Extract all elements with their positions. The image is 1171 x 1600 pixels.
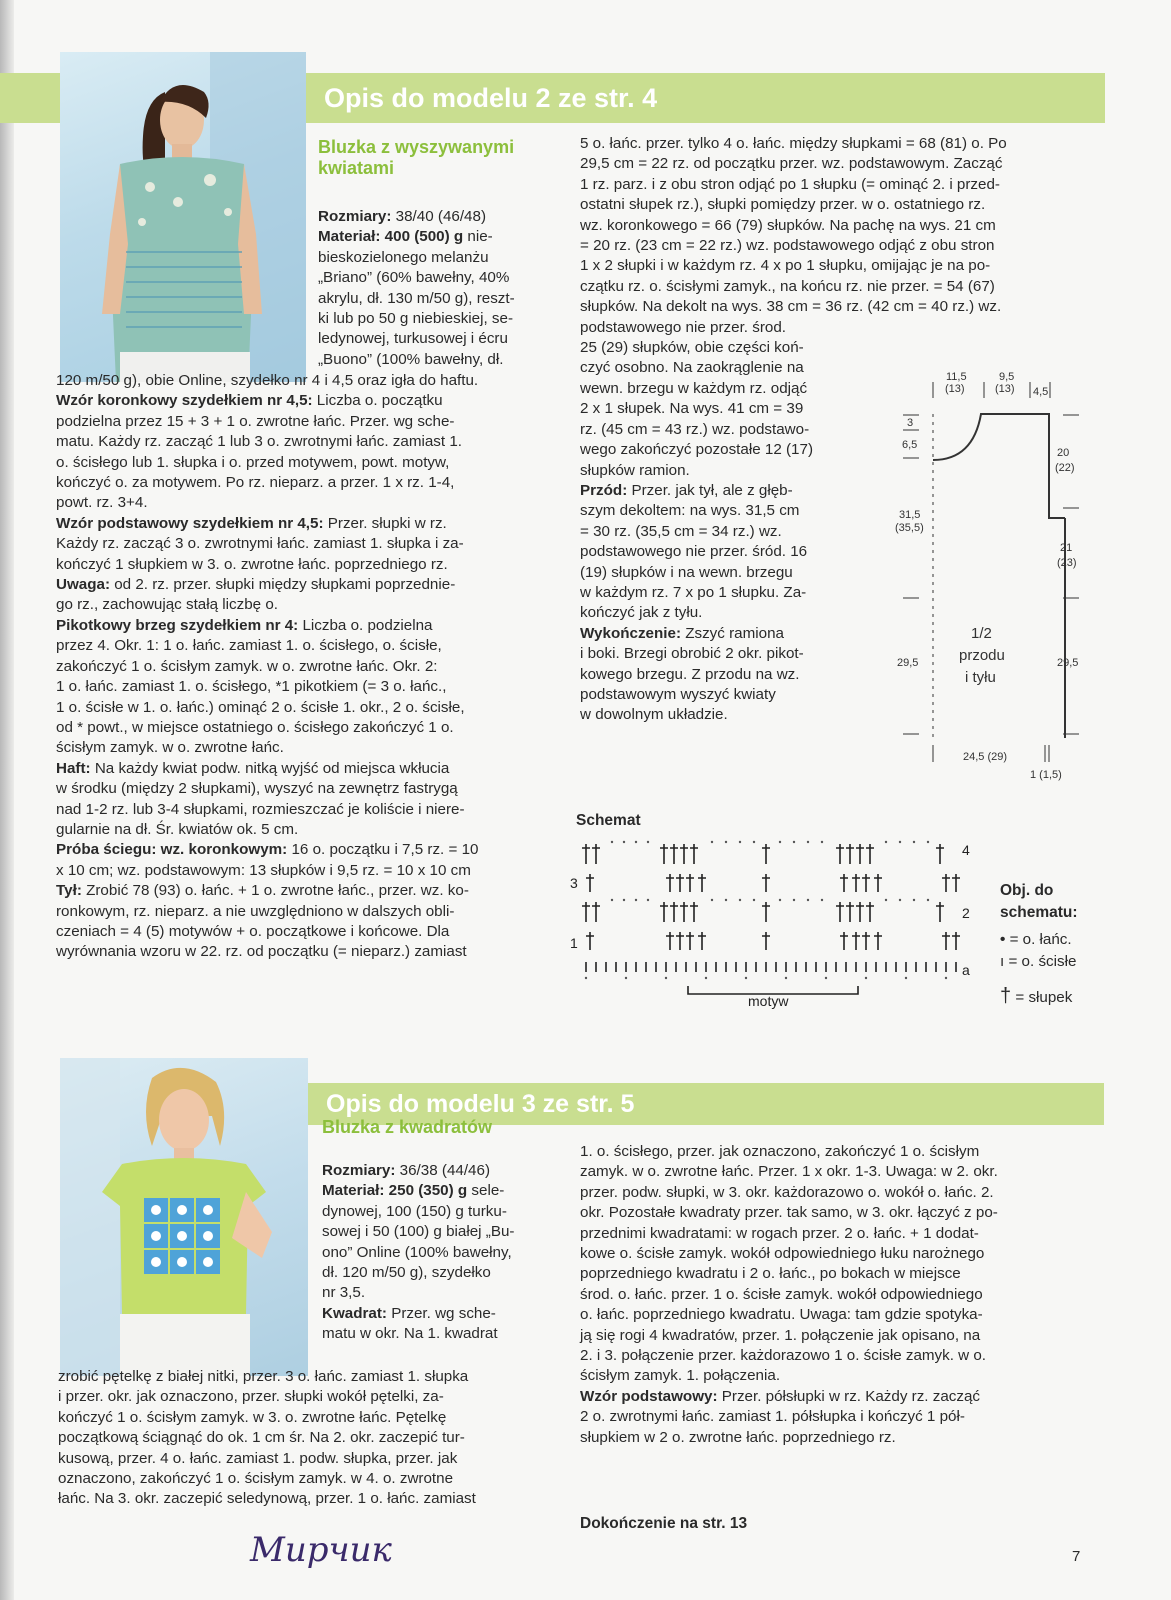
text-run: szym dekoltem: na wys. 31,5 cm: [580, 502, 800, 520]
text-run: ścisłym zamyk. w o. zwrotne łańc.: [56, 739, 284, 757]
pattern-schematic: [885, 360, 1085, 790]
text-line: [56, 473, 556, 493]
text-line: [580, 1142, 1080, 1162]
text-line: [58, 1408, 558, 1428]
text-run: = 20 rz. (23 cm = 22 rz.) wz. podstawowego odjąć z obu stron: [580, 237, 995, 255]
text-run: Zrobić 78 (93) o. łańc. + 1 o. zwrotne łańc., przer. wz. ko-: [81, 882, 469, 900]
text-run: matu. Każdy rz. zacząć 1 lub 3 o. zwrotnymi łańc. zamiast 1.: [56, 433, 462, 451]
legend-item-double-crochet: [1000, 986, 1072, 1008]
text-line: [580, 1326, 1080, 1346]
text-run: i przer. okr. jak oznaczono, przer. słupki wokół pętelki, za-: [58, 1388, 444, 1406]
text-line: [322, 1304, 558, 1324]
text-line: [58, 1489, 558, 1509]
text-line: [580, 1346, 1080, 1366]
bold-run: Przód:: [580, 481, 628, 499]
text-line: [56, 677, 556, 697]
text-run: kończyć 1 słupkiem w 3. o. zwrotne łańc. poprzedniego rz.: [56, 555, 448, 573]
dim-label: (13): [945, 383, 965, 395]
chart-row-label: 1: [570, 935, 578, 951]
bold-run: Tył:: [56, 882, 82, 900]
text-run: „Buono” (100% bawełny, dł.: [318, 350, 504, 368]
text-line: [318, 289, 556, 309]
text-run: podzielna przez 15 + 3 + 1 o. zwrotne łańc. Przer. wg sche-: [56, 412, 455, 430]
text-run: ronkowym, rz. nieparz. a nie uwzględniono w dalszych obli-: [56, 902, 455, 920]
text-line: [56, 881, 556, 901]
text-line: [580, 195, 1080, 215]
dim-label: (23): [1057, 557, 1077, 569]
dim-label: 4,5: [1033, 386, 1049, 398]
text-run: podstawowego nie przer. środ.: [580, 318, 786, 336]
text-run: od * powt., w miejsce ostatniego o. ścisłego zakończyć 1 o.: [56, 718, 454, 736]
schematic-center-label: i tyłu: [965, 669, 996, 686]
text-line: [318, 227, 556, 247]
schemat-title: Schemat: [576, 812, 641, 829]
subtitle-line: kwiatami: [318, 158, 395, 178]
text-line: [580, 1264, 1080, 1284]
text-line: [580, 1162, 1080, 1182]
text-run: przednimi kwadratami: w rogach przer. 2 o. łańc. + 1 dodat-: [580, 1224, 979, 1242]
text-line: [56, 942, 556, 962]
text-run: czyć osobno. Na zaokrąglenie na: [580, 359, 804, 377]
text-line: [580, 1244, 1080, 1264]
text-line: [580, 1387, 1080, 1407]
dim-label: 11,5: [946, 371, 967, 383]
model-2-photo: [60, 52, 306, 382]
page-number: 7: [1072, 1548, 1081, 1565]
text-line: [580, 297, 1080, 317]
text-line: [322, 1283, 558, 1303]
text-run: Przer. słupki w rz.: [323, 514, 447, 532]
text-line: [58, 1387, 558, 1407]
text-run: kusową, przer. 4 o. łańc. zamiast 1. podw. słupka, przer. jak: [58, 1449, 458, 1467]
legend-text: = słupek: [1015, 989, 1073, 1006]
double-crochet-icon: †: [1000, 985, 1012, 1007]
bold-run: Wykończenie:: [580, 624, 681, 642]
text-run: ono” Online (100% bawełny,: [322, 1243, 512, 1261]
section-2-subtitle: Bluzka z kwadratów: [322, 1117, 493, 1137]
text-run: oznaczono, zakończyć 1 o. ścisłym zamyk. w 4. o. zwrotne: [58, 1470, 454, 1488]
text-line: [580, 338, 1080, 358]
text-line: [318, 207, 556, 227]
text-run: 16 o. początku i 7,5 rz. = 10: [287, 841, 479, 859]
text-line: [580, 1366, 1080, 1386]
bold-run: Materiał: 400 (500) g: [318, 228, 464, 246]
text-run: rz. (45 cm = 43 rz.) wz. podstawo-: [580, 420, 810, 438]
section-1-left-column: [56, 371, 556, 963]
motif-label: motyw: [748, 993, 789, 1009]
text-run: kończyć o. za motywem. Po rz. nieparz. a przer. 1 x rz. 1-4,: [56, 474, 455, 492]
text-line: [56, 902, 556, 922]
text-line: [56, 861, 556, 881]
text-line: [56, 698, 556, 718]
text-run: zakończyć 1 o. ścisłym zamyk. w o. zwrotne łańc. Okr. 2:: [56, 657, 438, 675]
text-run: Na każdy kwiat podw. nitką wyjść od miejsca wkłucia: [90, 759, 450, 777]
text-line: [322, 1324, 558, 1344]
dim-label: (22): [1055, 462, 1075, 474]
text-line: [56, 657, 556, 677]
bold-run: Wzór koronkowy szydełkiem nr 4,5:: [56, 392, 313, 410]
text-run: łańc. Na 3. okr. zaczepić seledynową, przer. 1 o. łańc. zamiast: [58, 1490, 476, 1508]
text-line: [580, 1285, 1080, 1305]
text-line: [318, 309, 556, 329]
text-line: [58, 1428, 558, 1448]
text-run: 38/40 (46/48): [391, 208, 487, 225]
text-run: 1. o. ścisłego, przer. jak oznaczono, zakończyć 1 o. ścisłym: [580, 1143, 980, 1160]
text-run: zamyk. w o. zwrotne łańc. Przer. 1 x okr. 1-3. Uwaga: w 2. okr.: [580, 1163, 998, 1181]
text-run: (19) słupków i na wewn. brzegu: [580, 563, 793, 581]
text-run: o. ścisłego lub 1. słupka i o. przed motywem, powt. motyw,: [56, 453, 450, 471]
text-line: [322, 1181, 558, 1201]
text-run: słupków ramion.: [580, 461, 690, 479]
text-line: [322, 1202, 558, 1222]
text-line: [56, 636, 556, 656]
legend-item-chain: [1000, 930, 1072, 950]
text-line: [580, 236, 1080, 256]
dim-label: 29,5: [897, 657, 919, 669]
text-run: 5 o. łańc. przer. tylko 4 o. łańc. między słupkami = 68 (81) o. Po: [580, 135, 1007, 152]
bold-run: Rozmiary:: [322, 1162, 396, 1179]
text-run: 1 o. ścisłe w 1. o. łańc.) ominąć 2 o. ścisłe 1. okr., 2 o. ścisłe,: [56, 698, 465, 716]
chart-row-label: 3: [570, 875, 578, 891]
bold-run: Haft:: [56, 759, 91, 777]
section-1-subtitle: [318, 137, 514, 179]
text-line: [56, 493, 556, 513]
text-line: [580, 1428, 1080, 1448]
text-run: kończyć jak z tyłu.: [580, 604, 703, 622]
text-line: [580, 1183, 1080, 1203]
bold-run: Wzór podstawowy szydełkiem nr 4,5:: [56, 514, 324, 532]
text-line: [580, 1203, 1080, 1223]
text-line: [580, 277, 1080, 297]
dim-label: 20: [1057, 447, 1070, 459]
text-run: 120 m/50 g), obie Online, szydełko nr 4 i 4,5 oraz igła do haftu.: [56, 372, 479, 389]
chart-legend-title: [1000, 880, 1078, 924]
section-2-right-column: [580, 1142, 1080, 1448]
chart-row-label: 4: [962, 842, 970, 858]
text-line: [322, 1222, 558, 1242]
dim-label: 31,5: [899, 509, 921, 521]
text-line: [580, 1224, 1080, 1244]
text-line: [322, 1161, 558, 1181]
text-run: kończyć 1 o. ścisłym zamyk. w 3. o. zwrotne łańc. Pętelkę: [58, 1408, 447, 1426]
text-run: Każdy rz. zacząć 3 o. zwrotnymi łańc. zamiast 1. słupka i za-: [56, 535, 464, 553]
schematic-center-label: przodu: [959, 647, 1005, 664]
text-line: [56, 432, 556, 452]
text-run: Przer. półsłupki w rz. Każdy rz. zacząć: [717, 1387, 981, 1405]
text-run: 25 (29) słupków, obie części koń-: [580, 339, 804, 357]
dim-label: 1 (1,5): [1030, 769, 1062, 781]
subtitle-line: Bluzka z wyszywanymi: [318, 137, 515, 157]
text-run: kowe o. ścisłe zamyk. wokół odpowiedniego łuku narożnego: [580, 1245, 985, 1263]
text-run: wz. koronkowego = 66 (79) słupków. Na pachę na wys. 21 cm: [580, 216, 996, 234]
text-run: bieskozielonego melanżu: [318, 248, 489, 266]
text-run: 1 x 2 słupki i w każdym rz. 4 x po 1 słupku, omijając je na po-: [580, 257, 991, 275]
text-line: [580, 1407, 1080, 1427]
dim-label: 29,5: [1057, 657, 1079, 669]
text-run: od 2. rz. przer. słupki między słupkami poprzednie-: [110, 576, 456, 594]
legend-title-line: schematu:: [1000, 904, 1078, 921]
legend-text: = o. łańc.: [1009, 931, 1072, 948]
text-line: [56, 391, 556, 411]
dim-label: 3: [907, 417, 914, 429]
text-run: x 10 cm; wz. podstawowym: 13 słupków i 9,5 rz. = 10 x 10 cm: [56, 861, 471, 879]
text-run: wewn. brzegu w każdym rz. odjąć: [580, 379, 808, 397]
text-line: [580, 1305, 1080, 1325]
text-line: [580, 256, 1080, 276]
text-line: [56, 555, 556, 575]
bold-run: Kwadrat:: [322, 1304, 387, 1322]
text-run: okr. Pozostałe kwadraty przer. tak samo, w 3. okr. łączyć z po-: [580, 1204, 998, 1222]
text-run: dł. 120 m/50 g), szydełko: [322, 1264, 491, 1282]
text-line: [318, 350, 556, 370]
schematic-center-label: 1/2: [971, 625, 992, 642]
legend-title-line: Obj. do: [1000, 882, 1054, 899]
text-line: [56, 922, 556, 942]
text-line: [56, 800, 556, 820]
text-line: [56, 779, 556, 799]
text-run: 29,5 cm = 22 rz. od początku przer. wz. podstawowym. Zacząć: [580, 155, 1003, 173]
text-line: [322, 1263, 558, 1283]
text-line: [56, 759, 556, 779]
text-line: [58, 1469, 558, 1489]
text-run: nad 1-2 rz. lub 3-4 słupkami, rozmieszczać je koliście i niere-: [56, 800, 465, 818]
text-run: kowego brzegu. Z przodu na wz.: [580, 665, 800, 683]
text-line: [56, 840, 556, 860]
text-run: ledynowej, turkusowej i écru: [318, 330, 508, 348]
text-run: środ. o. łańc. przer. 1 o. ścisłe zamyk. wokół odpowiedniego: [580, 1285, 983, 1303]
text-line: [56, 514, 556, 534]
section-2-left-column: [58, 1367, 558, 1510]
text-line: [318, 248, 556, 268]
text-run: przer. podw. słupki, w 3. okr. każdorazowo o. wokół o. łańc. 2.: [580, 1183, 994, 1201]
text-line: [56, 738, 556, 758]
text-run: powt. rz. 3+4.: [56, 494, 148, 512]
text-line: [580, 175, 1080, 195]
text-run: sele-: [467, 1182, 505, 1200]
text-line: [56, 595, 556, 615]
model-3-photo: [60, 1058, 308, 1376]
section-2-header: Opis do modelu 3 ze str. 5: [326, 1090, 635, 1118]
section-1-intro: [318, 207, 556, 370]
text-run: 1 o. łańc. zamiast 1. o. ścisłego, *1 pikotkiem (= 3 o. łańc.,: [56, 678, 447, 696]
chart-row-label: 2: [962, 905, 970, 921]
text-run: nie-: [463, 228, 493, 246]
section-1-header: Opis do modelu 2 ze str. 4: [324, 83, 658, 113]
text-run: ki lub po 50 g niebieskiej, se-: [318, 310, 514, 328]
text-line: [56, 371, 556, 391]
single-crochet-icon: ı: [1000, 953, 1005, 970]
text-line: [580, 216, 1080, 236]
text-run: czeniach = 4 (5) motywów + o. początkowe i końcowe. Dla: [56, 922, 450, 940]
text-line: [322, 1243, 558, 1263]
text-run: słupków. Na dekolt na wys. 38 cm = 36 rz. (42 cm = 40 rz.) wz.: [580, 298, 1002, 316]
text-run: sowej i 50 (100) g białej „Bu-: [322, 1223, 515, 1241]
text-run: 2 x 1 słupek. Na wys. 41 cm = 39: [580, 400, 804, 418]
text-line: [58, 1367, 558, 1387]
text-line: [318, 268, 556, 288]
page-gutter-shadow: [0, 0, 14, 1600]
dim-label: 24,5 (29): [963, 751, 1008, 763]
text-line: [56, 616, 556, 636]
text-run: w środku (między 2 słupkami), wyszyć na zewnętrz fastrygą: [56, 780, 458, 798]
text-run: zrobić pętelkę z białej nitki, przer. 3 o. łańc. zamiast 1. słupka: [58, 1368, 469, 1385]
chart-row-label: a: [962, 962, 970, 978]
text-run: go rz., zachowując stałą liczbę o.: [56, 596, 279, 614]
text-run: Liczba o. podzielna: [298, 616, 433, 634]
text-run: nr 3,5.: [322, 1284, 366, 1302]
text-line: [56, 575, 556, 595]
text-run: Liczba o. początku: [312, 392, 443, 410]
continuation-note: Dokończenie na str. 13: [580, 1515, 748, 1532]
signature: Мирчик: [250, 1530, 392, 1570]
text-run: słupkiem w 2 o. zwrotne łańc. poprzedniego rz.: [580, 1428, 896, 1446]
dim-label: 21: [1060, 542, 1073, 554]
bold-run: Materiał: 250 (350) g: [322, 1182, 468, 1200]
text-line: [56, 718, 556, 738]
text-run: = 30 rz. (35,5 cm = 34 rz.) wz.: [580, 522, 782, 540]
text-run: 2 o. zwrotnymi łańc. zamiast 1. półsłupka i kończyć 1 pół-: [580, 1408, 965, 1426]
text-run: 36/38 (44/46): [395, 1162, 491, 1179]
text-run: początkową ściągnąć do ok. 1 cm śr. Na 2. okr. zaczepić tur-: [58, 1429, 465, 1447]
text-line: [580, 318, 1080, 338]
text-run: akrylu, dł. 130 m/50 g), reszt-: [318, 289, 515, 307]
text-run: przez 4. Okr. 1: 1 o. łańc. zamiast 1. o. ścisłego, o. ścisłe,: [56, 637, 442, 655]
bold-run: Uwaga:: [56, 576, 111, 594]
dim-label: (35,5): [895, 522, 924, 534]
legend-item-single-crochet: [1000, 952, 1076, 972]
text-run: Przer. jak tył, ale z głęb-: [627, 481, 793, 499]
text-run: Zszyć ramiona: [681, 624, 784, 642]
text-run: w dowolnym układzie.: [580, 706, 728, 724]
text-run: ją się rogi 4 kwadratów, przer. 1. połączenie jak opisano, na: [580, 1326, 981, 1344]
text-line: [58, 1449, 558, 1469]
text-run: podstawowym wyszyć kwiaty: [580, 685, 776, 703]
text-run: „Briano” (60% bawełny, 40%: [318, 269, 510, 287]
text-line: [56, 534, 556, 554]
text-run: gularnie na dł. Śr. kwiatów ok. 5 cm.: [56, 820, 299, 838]
text-run: poprzedniego kwadratu i 2 o. łańc., po bokach w miejsce: [580, 1265, 961, 1283]
bold-run: Pikotkowy brzeg szydełkiem nr 4:: [56, 616, 299, 634]
text-run: Przer. wg sche-: [386, 1304, 496, 1322]
text-run: wyrównania wzoru w 22. rz. od początku (= nieparz.) zamiast: [56, 943, 467, 961]
text-run: wego zakończyć pozostałe 12 (17): [580, 441, 814, 459]
text-line: [580, 134, 1080, 154]
text-run: w każdym rz. 7 x po 1 słupku. Za-: [580, 583, 807, 601]
text-run: ścisłym zamyk. 1. połączenia.: [580, 1367, 781, 1385]
text-run: o. łańc. poprzedniego kwadratu. Uwaga: tam gdzie spotyka-: [580, 1306, 983, 1324]
dim-label: 9,5: [999, 371, 1015, 383]
text-line: [580, 154, 1080, 174]
text-run: 1 rz. parz. i z obu stron odjąć po 1 słupku (= ominąć 2. i przed-: [580, 175, 1000, 193]
chain-stitch-icon: •: [1000, 931, 1006, 948]
text-line: [56, 820, 556, 840]
text-run: podstawowego nie przer. śród. 16: [580, 543, 808, 561]
dim-label: 6,5: [902, 439, 918, 451]
bold-run: Próba ściegu: wz. koronkowym:: [56, 841, 288, 859]
text-line: [318, 329, 556, 349]
text-run: dynowej, 100 (150) g turku-: [322, 1202, 507, 1220]
text-line: [56, 453, 556, 473]
dim-label: (13): [995, 383, 1015, 395]
text-run: matu w okr. Na 1. kwadrat: [322, 1325, 498, 1343]
section-2-intro: [322, 1161, 558, 1345]
legend-text: = o. ścisłe: [1008, 953, 1077, 970]
bold-run: Rozmiary:: [318, 208, 392, 225]
crochet-chart: [566, 838, 991, 1038]
text-run: 2. i 3. połączenie przer. każdorazowo 1 o. ścisłe zamyk. w o.: [580, 1347, 987, 1365]
text-line: [56, 412, 556, 432]
bold-run: Wzór podstawowy:: [580, 1387, 718, 1405]
text-run: ostatni słupek rz.), słupki pomiędzy przer. w o. ostatniego rz.: [580, 196, 986, 214]
text-run: i boki. Brzegi obrobić 2 okr. pikot-: [580, 645, 804, 663]
text-run: czątku rz. o. ścisłymi zamyk., na końcu rz. nie przer. = 54 (67): [580, 277, 995, 295]
